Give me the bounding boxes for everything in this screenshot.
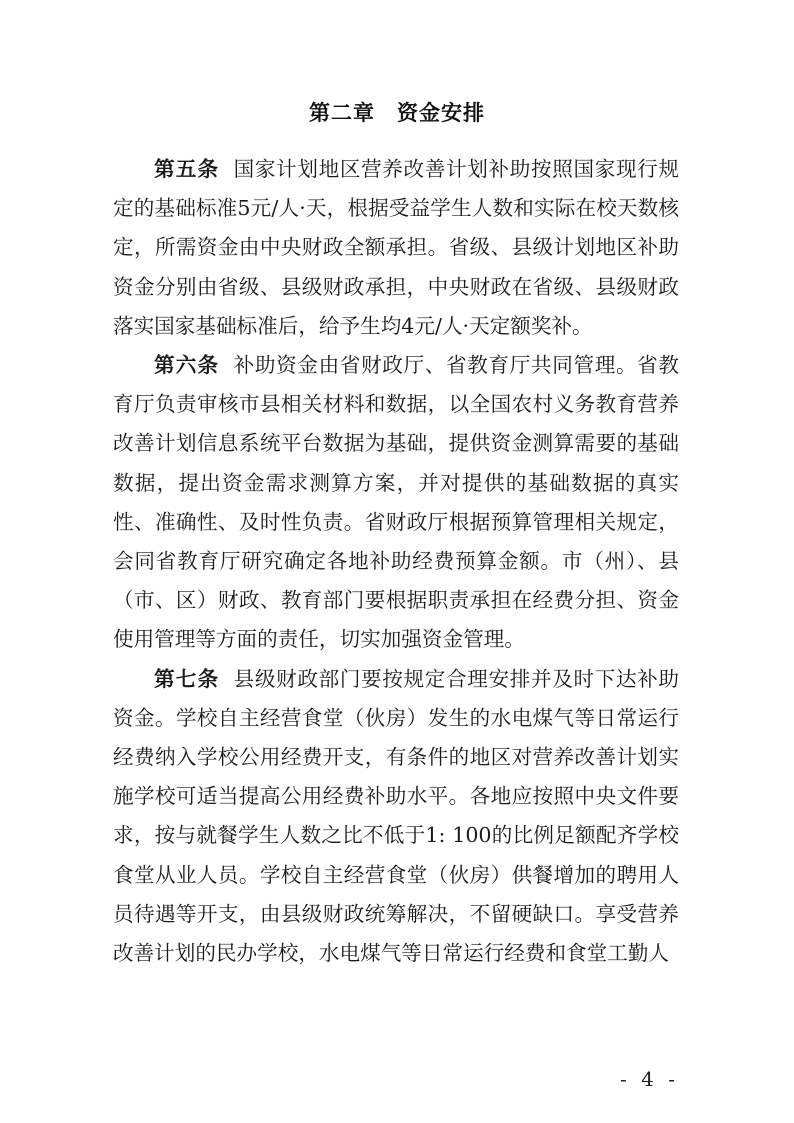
article-text: 国家计划地区营养改善计划补助按照国家现行规定的基础标准5元/人·天，根据受益学生人数和实际在校天数核定，所需资金由中央财政全额承担。省级、县级计划地区补助资金分别由省级、县级财政承担，中央财政在省级、县级财政落实国家基础标准后，给予生均4元/人·天定额奖补。 xyxy=(113,157,680,338)
article-label: 第七条 xyxy=(154,666,220,691)
article-6 xyxy=(113,346,679,660)
document-body xyxy=(113,150,679,973)
article-label: 第六条 xyxy=(154,353,220,378)
article-text: 县级财政部门要按规定合理安排并及时下达补助资金。学校自主经营食堂（伙房）发生的水电煤气等日常运行经费纳入学校公用经费开支，有条件的地区对营养改善计划实施学校可适当提高公用经费补助水平。各地应按照中央文件要求，按与就餐学生人数之比不低于1: 100的比例足额配齐学校食堂从业人员。学校自主经营食堂（伙房）供餐增加的聘用人员待遇等开支，由县级财政统筹解决，不留硬缺口。享受营养改善计划的民办学校，水电煤气等日常运行经费和食堂工勤人 xyxy=(113,666,680,966)
chapter-title: 第二章 资金安排 xyxy=(309,101,485,125)
article-text: 补助资金由省财政厅、省教育厅共同管理。省教育厅负责审核市县相关材料和数据，以全国农村义务教育营养改善计划信息系统平台数据为基础，提供资金测算需要的基础数据，提出资金需求测算方案，并对提供的基础数据的真实性、准确性、及时性负责。省财政厅根据预算管理相关规定，会同省教育厅研究确定各地补助经费预算金额。市（州）、县（市、区）财政、教育部门要根据职责承担在经费分担、资金使用管理等方面的责任，切实加强资金管理。 xyxy=(113,353,680,652)
article-7 xyxy=(113,660,679,974)
page-number: - 4 - xyxy=(620,1067,679,1091)
article-5 xyxy=(113,150,679,346)
article-label: 第五条 xyxy=(154,157,220,181)
